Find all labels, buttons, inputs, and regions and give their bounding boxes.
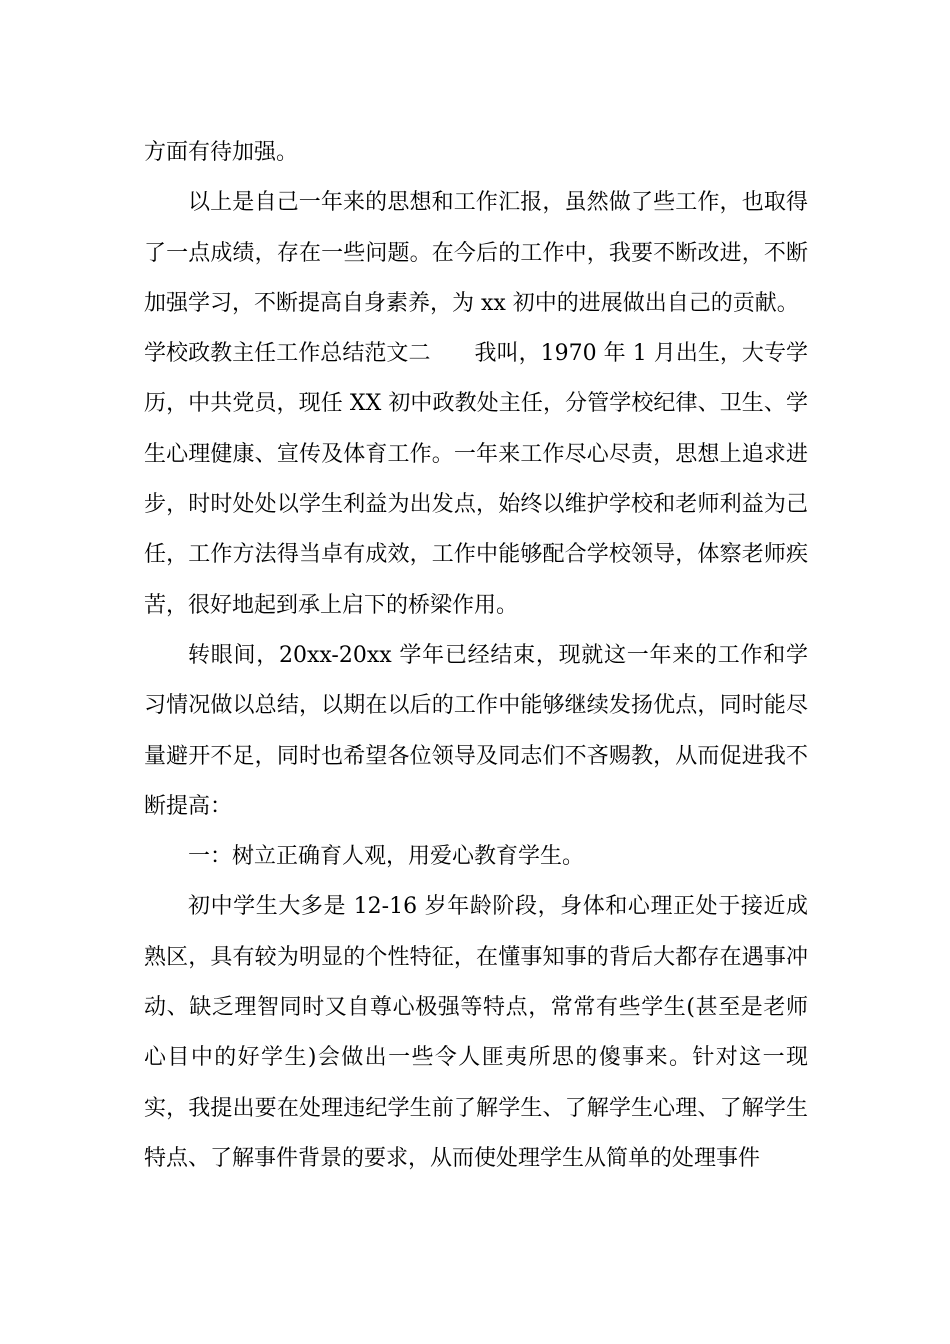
paragraph-3: 学校政教主任工作总结范文二 我叫，1970 年 1 月出生，大专学历，中共党员，现任 XX 初中政教处主任，分管学校纪律、卫生、学生心理健康、宣传及体育工作。一年来工作尽心尽责，思想上追求进步，时时处处以学生利益为出发点，始终以维护学校和老师利益为己任，工作方法得当卓有成效，工作中能够配合学校领导，体察老师疾苦，很好地起到承上启下的桥梁作用。 <box>144 341 808 618</box>
paragraph-5: 一：树立正确育人观，用爱心教育学生。 <box>188 844 585 870</box>
paragraph-2: 以上是自己一年来的思想和工作汇报，虽然做了些工作，也取得了一点成绩，存在一些问题。在今后的工作中，我要不断改进，不断加强学习，不断提高自身素养，为 xx 初中的进展做出自己的贡献。 <box>144 190 808 316</box>
paragraph-6: 初中学生大多是 12-16 岁年龄阶段，身体和心理正处于接近成熟区，具有较为明显的个性特征，在懂事知事的背后大都存在遇事冲动、缺乏理智同时又自尊心极强等特点，常常有些学生(甚至是老师心目中的好学生)会做出一些令人匪夷所思的傻事来。针对这一现实，我提出要在处理违纪学生前了解学生、了解学生心理、了解学生特点、了解事件背景的要求，从而使处理学生从简单的处理事件 <box>144 894 808 1171</box>
document-body <box>144 128 808 1184</box>
paragraph-4: 转眼间，20xx-20xx 学年已经结束，现就这一年来的工作和学习情况做以总结，以期在以后的工作中能够继续发扬优点，同时能尽量避开不足，同时也希望各位领导及同志们不吝赐教，从而促进我不断提高： <box>144 642 808 819</box>
paragraph-1: 方面有待加强。 <box>144 140 299 165</box>
